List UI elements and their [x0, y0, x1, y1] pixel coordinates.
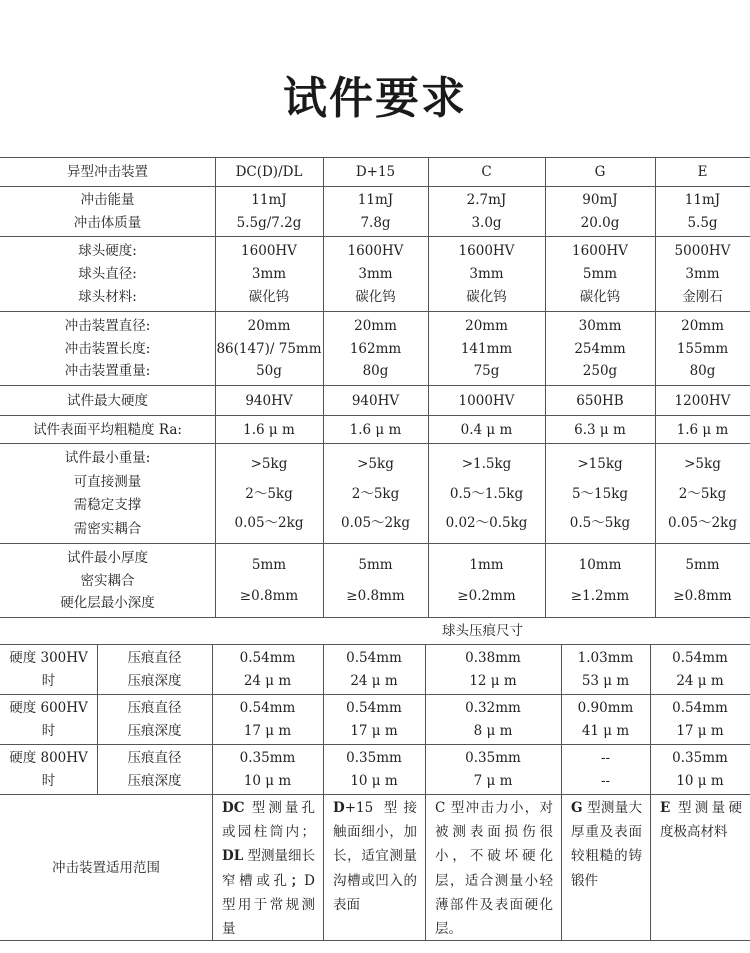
table-border — [561, 794, 562, 940]
scope-e — [660, 796, 742, 844]
cell-text: 2～5kg — [351, 485, 400, 502]
cell-text: 5.5g — [687, 214, 718, 231]
cell-text: G — [594, 164, 606, 180]
cell-text: 5～15kg — [571, 485, 629, 502]
cell-text: 1600HV — [241, 243, 297, 259]
cell-text: 需密实耦合 — [73, 520, 142, 537]
indent-value — [323, 645, 425, 694]
value-cell — [215, 158, 323, 186]
cell-text: 压痕直径 — [127, 750, 182, 767]
cell-text: 密实耦合 — [80, 572, 135, 589]
value-cell — [323, 544, 428, 617]
cell-text: ≥0.2mm — [457, 587, 516, 604]
cell-text: 10mm — [578, 557, 622, 574]
cell-text: 7.8g — [360, 214, 391, 231]
hardness-label — [0, 745, 97, 794]
scope-text: DL — [222, 848, 244, 865]
cell-text: 0.4 μ m — [460, 421, 513, 438]
indent-value — [212, 695, 323, 744]
cell-text: 8 μ m — [473, 722, 513, 739]
cell-text: 0.54mm — [239, 700, 296, 717]
scope-text: G — [571, 800, 583, 816]
indent-value — [212, 645, 323, 694]
cell-text: 2.7mJ — [466, 192, 507, 209]
scope-text: +15 型接触面细小，加长，适宜测量沟槽或凹入的表面 — [333, 800, 417, 913]
cell-text: 1.6 μ m — [676, 421, 729, 438]
value-cell — [655, 312, 750, 385]
value-cell — [545, 312, 655, 385]
cell-text: 1.03mm — [577, 650, 634, 667]
scope-text: 型测量细长窄槽或孔 — [222, 848, 315, 889]
cell-text: 0.54mm — [672, 650, 728, 667]
cell-text: 0.02～0.5kg — [445, 514, 528, 531]
cell-text: 压痕深度 — [127, 722, 182, 739]
cell-text: 冲击装置直径: — [64, 317, 151, 334]
cell-text: 162mm — [349, 340, 402, 357]
value-cell — [215, 544, 323, 617]
cell-text: 11mJ — [251, 192, 287, 209]
cell-text: 需稳定支撑 — [73, 497, 142, 514]
cell-text: 0.38mm — [465, 650, 521, 667]
indent-label — [97, 745, 212, 794]
table-border — [0, 940, 750, 941]
value-cell — [545, 386, 655, 415]
cell-text: 0.54mm — [346, 700, 402, 717]
value-cell — [545, 237, 655, 311]
cell-text: 球头材料: — [78, 289, 137, 305]
cell-text: 11mJ — [684, 192, 721, 209]
scope-text: D — [333, 800, 345, 816]
cell-text: 7 μ m — [473, 772, 513, 789]
cell-text: -- — [600, 750, 611, 767]
cell-text: 冲击能量 — [80, 192, 135, 209]
cell-text: 1mm — [469, 557, 504, 574]
value-cell — [323, 237, 428, 311]
cell-text: 940HV — [245, 392, 293, 409]
value-cell — [323, 158, 428, 186]
indent-value — [323, 695, 425, 744]
cell-text: >5kg — [250, 456, 288, 473]
scope-text: 型测量孔或园柱筒内； — [222, 800, 315, 841]
scope-text: D 型用于常规测量 — [222, 872, 315, 938]
row-label — [0, 444, 215, 543]
cell-text: 80g — [362, 363, 389, 380]
cell-text: 650HB — [576, 392, 624, 409]
cell-text: 硬化层最小深度 — [60, 595, 155, 612]
cell-text: 10 μ m — [243, 772, 292, 789]
cell-text: 10 μ m — [350, 772, 398, 789]
value-cell — [323, 312, 428, 385]
value-cell — [428, 416, 545, 443]
cell-text: 2～5kg — [245, 485, 293, 502]
value-cell — [545, 444, 655, 543]
cell-text: 时 — [41, 772, 56, 789]
cell-text: 17 μ m — [676, 722, 724, 739]
cell-text: 5000HV — [674, 243, 731, 259]
table-border — [212, 794, 213, 940]
cell-text: 3mm — [469, 266, 504, 282]
cell-text: 冲击装置适用范围 — [52, 859, 160, 876]
cell-text: 0.54mm — [346, 650, 402, 667]
indent-value — [650, 645, 750, 694]
section-title-text: 球头压痕尺寸 — [442, 623, 523, 639]
cell-text: 86(147)/ 75mm — [216, 340, 322, 357]
cell-text: 0.35mm — [346, 750, 402, 767]
cell-text: 碳化钨 — [466, 289, 507, 305]
scope-text: 型测量硬度极高材料 — [660, 800, 742, 841]
cell-text: 0.05～2kg — [234, 514, 304, 531]
cell-text: 时 — [41, 672, 56, 689]
scope-d15 — [333, 796, 417, 917]
indent-value — [561, 745, 650, 794]
cell-text: 0.5～1.5kg — [449, 485, 524, 502]
cell-text: 冲击装置重量: — [64, 363, 151, 380]
cell-text: 50g — [256, 363, 282, 380]
value-cell — [545, 544, 655, 617]
indent-value — [650, 695, 750, 744]
value-cell — [545, 187, 655, 236]
cell-text: >15kg — [577, 456, 623, 473]
cell-text: 20mm — [465, 317, 508, 334]
cell-text: DC(D)/DL — [235, 164, 303, 180]
value-cell — [545, 158, 655, 186]
value-cell — [428, 187, 545, 236]
cell-text: 6.3 μ m — [574, 421, 626, 438]
cell-text: 24 μ m — [350, 672, 398, 689]
cell-text: 压痕直径 — [127, 700, 182, 717]
cell-text: 1200HV — [674, 392, 731, 409]
indent-label — [97, 645, 212, 694]
cell-text: 0.35mm — [239, 750, 296, 767]
value-cell — [215, 312, 323, 385]
cell-text: 试件最小厚度 — [67, 549, 148, 566]
indent-value — [425, 645, 561, 694]
indent-label — [97, 695, 212, 744]
cell-text: 1000HV — [458, 392, 515, 409]
cell-text: 141mm — [460, 340, 513, 357]
cell-text: 3mm — [685, 266, 720, 282]
cell-text: 1600HV — [458, 243, 515, 259]
indent-value — [425, 695, 561, 744]
cell-text: 155mm — [676, 340, 729, 357]
value-cell — [215, 444, 323, 543]
cell-text: 11mJ — [357, 192, 394, 209]
row-label — [0, 544, 215, 617]
cell-text: 5mm — [251, 557, 287, 574]
cell-text: 90mJ — [582, 192, 618, 209]
scope-c — [435, 796, 553, 941]
cell-text: 3mm — [251, 266, 287, 282]
value-cell — [323, 386, 428, 415]
cell-text: 金刚石 — [682, 289, 723, 305]
cell-text: 试件最小重量: — [64, 450, 151, 467]
value-cell — [655, 386, 750, 415]
value-cell — [323, 416, 428, 443]
cell-text: 254mm — [574, 340, 626, 357]
value-cell — [655, 444, 750, 543]
cell-text: 1.6 μ m — [243, 421, 295, 438]
cell-text: ≥0.8mm — [346, 587, 405, 604]
page-title: 试件要求 — [283, 73, 467, 124]
indent-value — [561, 695, 650, 744]
cell-text: 压痕直径 — [127, 650, 182, 667]
cell-text: 5mm — [582, 266, 618, 282]
cell-text: 10 μ m — [676, 772, 724, 789]
row-label — [0, 187, 215, 236]
hardness-label — [0, 645, 97, 694]
cell-text: 0.5～5kg — [569, 514, 631, 531]
cell-text: 20mm — [354, 317, 397, 334]
row-label — [0, 386, 215, 415]
table-border — [650, 794, 651, 940]
table-border — [425, 794, 426, 940]
cell-text: 0.05～2kg — [668, 514, 737, 531]
cell-text: 硬度 600HV — [9, 700, 88, 717]
cell-text: 异型冲击装置 — [67, 164, 148, 180]
value-cell — [215, 237, 323, 311]
cell-text: 球头直径: — [78, 266, 137, 282]
value-cell — [655, 158, 750, 186]
cell-text: 试件最大硬度 — [67, 392, 148, 409]
indent-value — [323, 745, 425, 794]
cell-text: 碳化钨 — [248, 289, 290, 305]
scope-text: DC — [222, 800, 245, 816]
cell-text: 250g — [582, 363, 618, 380]
cell-text: D+15 — [355, 164, 396, 180]
cell-text: 2～5kg — [678, 485, 727, 502]
value-cell — [428, 312, 545, 385]
cell-text: >5kg — [684, 456, 721, 473]
cell-text: 压痕深度 — [127, 672, 182, 689]
value-cell — [655, 187, 750, 236]
cell-text: 1600HV — [572, 243, 628, 259]
cell-text: ≥0.8mm — [673, 587, 732, 604]
row-label — [0, 312, 215, 385]
value-cell — [215, 386, 323, 415]
cell-text: 冲击体质量 — [73, 214, 142, 231]
cell-text: C — [481, 164, 492, 180]
section-title — [215, 620, 750, 642]
cell-text: 0.54mm — [672, 700, 728, 717]
value-cell — [655, 416, 750, 443]
scope-label — [0, 795, 212, 940]
cell-text: 0.35mm — [672, 750, 728, 767]
cell-text: ≥1.2mm — [570, 587, 630, 604]
hardness-label — [0, 695, 97, 744]
cell-text: 1.6 μ m — [349, 421, 402, 438]
cell-text: 80g — [689, 363, 716, 380]
value-cell — [655, 544, 750, 617]
value-cell — [545, 416, 655, 443]
cell-text: ≥0.8mm — [239, 587, 299, 604]
cell-text: 5.5g/7.2g — [236, 214, 302, 231]
cell-text: 0.05～2kg — [341, 514, 410, 531]
scope-text: C 型冲击力小，对被测表面损伤很小，不破坏硬化层，适合测量小轻薄部件及表面硬化层。 — [435, 800, 553, 938]
cell-text: 硬度 300HV — [9, 650, 88, 667]
cell-text: E — [697, 164, 708, 180]
scope-text: ； — [290, 872, 305, 889]
value-cell — [323, 187, 428, 236]
value-cell — [428, 544, 545, 617]
table-border — [0, 617, 750, 618]
cell-text: 5mm — [358, 557, 393, 574]
value-cell — [323, 444, 428, 543]
cell-text: 0.35mm — [465, 750, 521, 767]
cell-text: 53 μ m — [581, 672, 630, 689]
table-border — [323, 794, 324, 940]
value-cell — [428, 237, 545, 311]
scope-text: E — [660, 800, 671, 816]
scope-g — [571, 796, 642, 893]
value-cell — [428, 444, 545, 543]
cell-text: 3.0g — [471, 214, 502, 231]
cell-text: 3mm — [358, 266, 393, 282]
cell-text: >5kg — [357, 456, 394, 473]
cell-text: 41 μ m — [581, 722, 630, 739]
cell-text: 24 μ m — [243, 672, 292, 689]
indent-value — [561, 645, 650, 694]
cell-text: 5mm — [685, 557, 720, 574]
cell-text: 1600HV — [347, 243, 404, 259]
cell-text: 碳化钨 — [355, 289, 396, 305]
value-cell — [215, 187, 323, 236]
row-label — [0, 416, 215, 443]
cell-text: 碳化钨 — [579, 289, 621, 305]
cell-text: 压痕深度 — [127, 772, 182, 789]
cell-text: 17 μ m — [243, 722, 292, 739]
value-cell — [655, 237, 750, 311]
cell-text: 时 — [41, 722, 56, 739]
cell-text: 17 μ m — [350, 722, 398, 739]
value-cell — [428, 158, 545, 186]
cell-text: 75g — [473, 363, 500, 380]
row-label — [0, 158, 215, 186]
cell-text: 试件表面平均粗糙度 Ra: — [33, 421, 182, 438]
cell-text: 12 μ m — [469, 672, 517, 689]
cell-text: 可直接测量 — [73, 473, 142, 490]
cell-text: 940HV — [351, 392, 400, 409]
row-label — [0, 237, 215, 311]
cell-text: 冲击装置长度: — [64, 340, 151, 357]
indent-value — [650, 745, 750, 794]
scope-text: 型测量大厚重及表面较粗糙的铸锻件 — [571, 800, 642, 889]
cell-text: 硬度 800HV — [9, 750, 88, 767]
value-cell — [428, 386, 545, 415]
cell-text: 0.32mm — [465, 700, 521, 717]
cell-text: 20mm — [247, 317, 291, 334]
value-cell — [215, 416, 323, 443]
cell-text: 0.54mm — [239, 650, 296, 667]
indent-value — [425, 745, 561, 794]
cell-text: 0.90mm — [577, 700, 634, 717]
scope-dc — [222, 796, 315, 941]
indent-value — [212, 745, 323, 794]
cell-text: 24 μ m — [676, 672, 724, 689]
cell-text: 20.0g — [580, 214, 620, 231]
cell-text: 30mm — [578, 317, 622, 334]
cell-text: -- — [600, 772, 611, 789]
cell-text: 20mm — [681, 317, 724, 334]
cell-text: >1.5kg — [461, 456, 512, 473]
cell-text: 球头硬度: — [78, 243, 137, 259]
